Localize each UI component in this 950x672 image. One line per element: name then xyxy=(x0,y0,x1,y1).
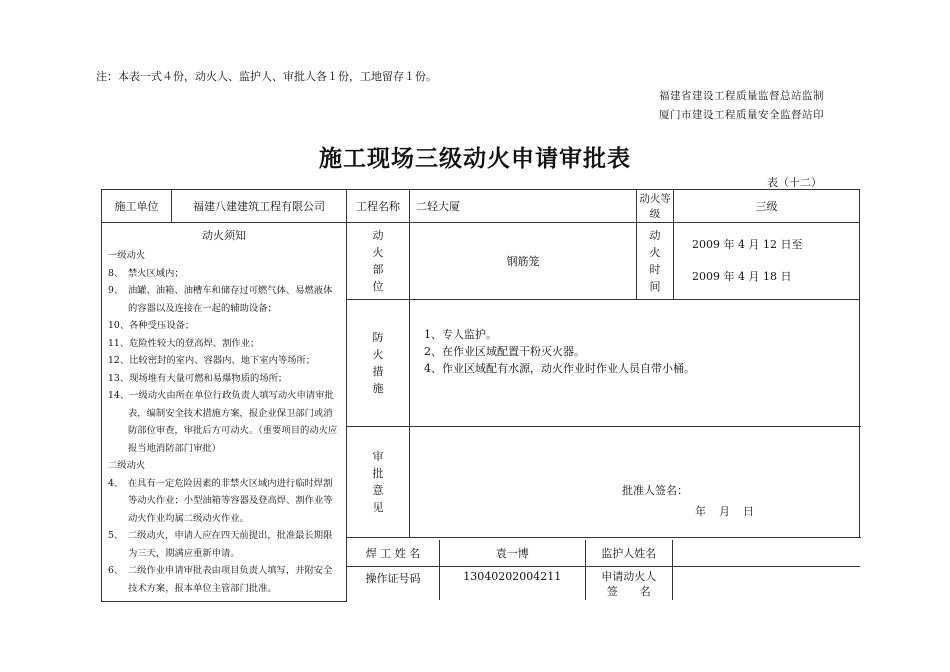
notice-line: 14、一级动火由所在单位行政负责人填写动火申请审批表，编制安全技术措施方案，报企业保卫部门或消防部位审查，审批后方可动火。（重要项目的动火应报当地消防部门审批） xyxy=(108,390,338,454)
header-row xyxy=(102,190,860,223)
cert-label: 操作证号码 xyxy=(347,567,440,600)
notice-line: 5、 二级动火，申请人应在四天前提出，批准最长期限为三天，期满应重新申请。 xyxy=(108,530,333,559)
fire-notice xyxy=(102,223,347,602)
measure-item: 2、在作业区域配置干粉灭火器。 xyxy=(424,344,585,358)
approval-opinion xyxy=(410,427,860,538)
time-value xyxy=(674,223,860,300)
location-label: 动 火 部 位 xyxy=(347,223,410,300)
measures-label: 防 火 措 施 xyxy=(347,299,410,427)
notice-line: 8、 禁火区域内； xyxy=(108,267,184,279)
time-line-2: 2009 年 4 月 18 日 xyxy=(692,269,792,283)
notice-line: 11、危险性较大的登高焊、割作业； xyxy=(108,337,260,349)
approval-label: 审 批 意 见 xyxy=(347,427,410,538)
location-value: 钢筋笼 xyxy=(410,223,637,300)
project-value: 二轻大厦 xyxy=(410,190,637,223)
application-form-table xyxy=(101,189,860,602)
location-time-row xyxy=(102,223,860,300)
notice-line: 10、各种受压设备； xyxy=(108,320,195,331)
guardian-name xyxy=(672,540,859,567)
guardian-label: 监护人姓名 xyxy=(585,540,672,567)
unit-label: 施工单位 xyxy=(102,190,172,223)
notice-line: 9、 油罐、油箱、油槽车和储存过可燃气体、易燃液体的容器以及连接在一起的辅助设备； xyxy=(108,285,333,314)
approval-date-label: 年 月 日 xyxy=(695,505,755,519)
form-note: 注：本表一式４份，动火人、监护人、审批人各１份，工地留存１份。 xyxy=(96,70,437,83)
approver-signature-label: 批准人签名： xyxy=(622,484,688,498)
level-label: 动火等级 xyxy=(637,190,674,223)
time-line-1: 2009 年 4 月 12 日至 xyxy=(692,237,803,251)
issuer-line-1: 福建省建设工程质量监督总站监制 xyxy=(659,90,824,102)
notice-line: 12、比较密封的室内、容器内、地下室内等场所； xyxy=(108,355,316,366)
applicant-label: 申请动火人 签 名 xyxy=(585,567,672,600)
fire-measures xyxy=(410,299,860,427)
welder-label: 焊 工 姓 名 xyxy=(347,540,440,567)
page-title: 施工现场三级动火申请审批表 xyxy=(319,145,631,172)
notice-heading: 动火须知 xyxy=(202,229,246,242)
measure-item: 1、专人监护。 xyxy=(424,327,497,341)
project-label: 工程名称 xyxy=(347,190,410,223)
notice-line: 6、 二级作业申请审批表由项目负责人填写，并附安全技术方案，报本单位主管部门批准。 xyxy=(108,565,333,594)
applicant-signature xyxy=(672,567,859,600)
notice-line: 二级动火 xyxy=(108,460,146,471)
issuer-line-2: 厦门市建设工程质量安全监督站印 xyxy=(659,109,824,121)
notice-line: 一级动火 xyxy=(108,250,146,261)
personnel-cell xyxy=(347,537,860,601)
measure-item: 4、作业区域配有水源，动火作业时作业人员自带小桶。 xyxy=(424,361,695,375)
personnel-table xyxy=(347,540,860,600)
form-number: 表（十二） xyxy=(767,176,822,189)
time-label: 动 火 时 间 xyxy=(637,223,674,300)
level-value: 三级 xyxy=(674,190,860,223)
welder-name: 袁一博 xyxy=(440,540,586,567)
notice-line: 4、 在具有一定危险因素的非禁火区域内进行临时焊割等动火作业；小型油箱等容器及登高焊、割作业等动火作业均属二级动火作业。 xyxy=(108,477,333,524)
cert-number: 13040202004211 xyxy=(440,567,586,600)
notice-line: 13、现场堆有大量可燃和易爆物质的场所； xyxy=(108,372,288,384)
unit-value: 福建八建建筑工程有限公司 xyxy=(172,190,347,223)
